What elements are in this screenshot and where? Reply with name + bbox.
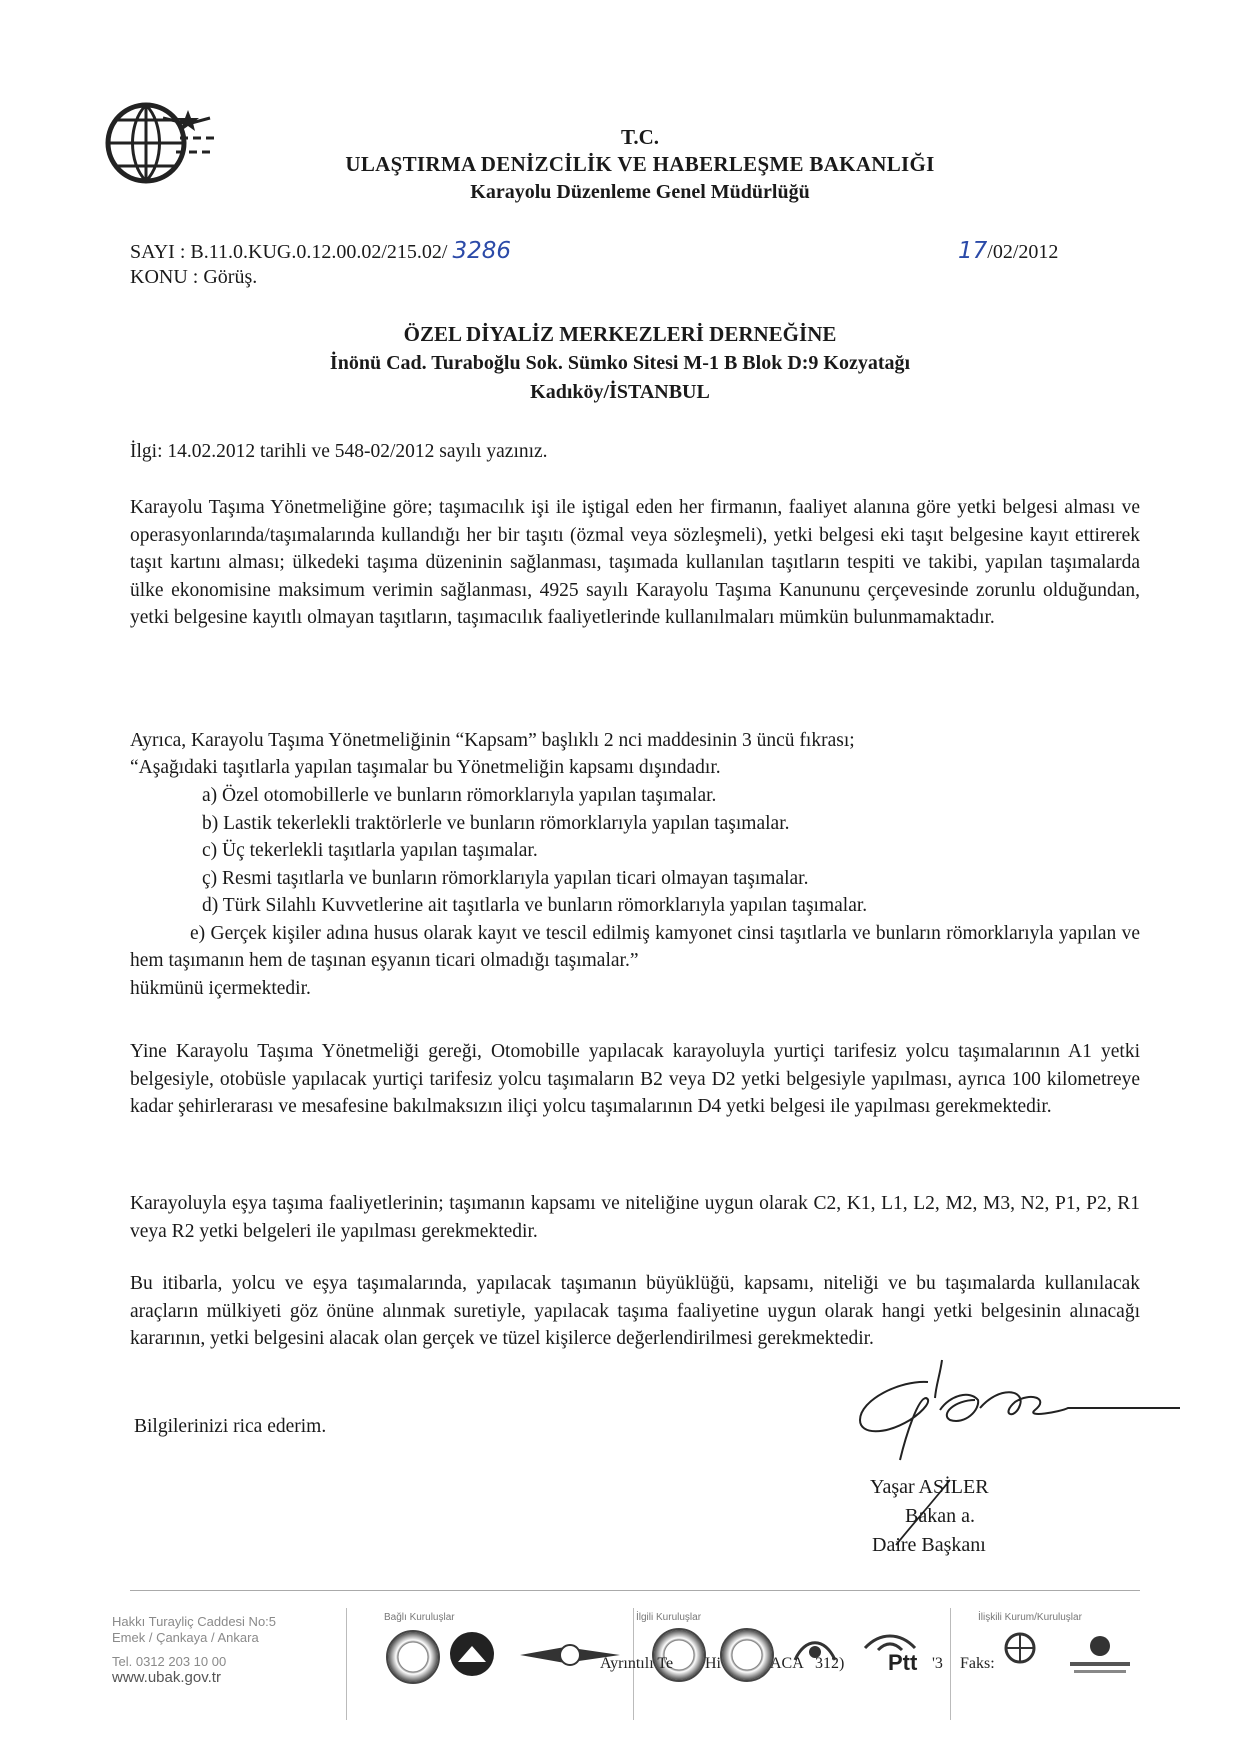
header-ministry: ULAŞTIRMA DENİZCİLİK VE HABERLEŞME BAKANLIĞI xyxy=(345,152,935,176)
fax-overlay-text-4: 312) xyxy=(815,1655,845,1672)
sayi-label: SAYI xyxy=(130,241,175,263)
list-item-closing: hükmünü içermektedir. xyxy=(130,977,311,999)
footer-phone: Tel. 0312 203 10 00 xyxy=(112,1654,227,1669)
btk-emblem-icon xyxy=(1060,1632,1140,1676)
konu-line xyxy=(130,266,257,289)
recipient-address-2: Kadıköy/İSTANBUL xyxy=(530,381,710,403)
header-republic: T.C. xyxy=(620,125,660,149)
sayi-handwritten-number: 3286 xyxy=(452,238,511,264)
footer-caption-iliskili: İlişkili Kurum/Kuruluşlar xyxy=(978,1612,1082,1623)
sayi-line xyxy=(130,238,511,264)
paragraph-2-line-2: “Aşağıdaki taşıtlarla yapılan taşımalar bu Yönetmeliğin kapsamı dışındadır. xyxy=(130,757,721,778)
date-printed: /02/2012 xyxy=(987,241,1059,263)
list-item: a) Özel otomobillerle ve bunların römorklarıyla yapılan taşımalar. xyxy=(202,785,717,806)
closing-line: Bilgilerinizi rica ederim. xyxy=(134,1416,327,1437)
konu-label: KONU xyxy=(130,266,188,288)
footer-address-line-2: Emek / Çankaya / Ankara xyxy=(112,1630,259,1645)
header-directorate: Karayolu Düzenleme Genel Müdürlüğü xyxy=(470,181,810,203)
ilgili-kurulus-seal-icon xyxy=(720,1628,774,1682)
footer-caption-ilgili: İlgili Kuruluşlar xyxy=(636,1612,702,1623)
list-item: e) Gerçek kişiler adına husus olarak kayıt ve tescil edilmiş kamyonet cinsi taşıtlarla ve bunların römorklarıyla yapılan ve hem taşımanın hem de taşınan eşyanın ticari olmadığı taşımalar.” xyxy=(130,922,1140,971)
footer-separator xyxy=(346,1608,347,1720)
paragraph-4: Karayoluyla eşya taşıma faaliyetlerinin; taşımanın kapsamı ve niteliğine uygun olarak C2, K1, L1, L2, M2, M3, N2, P1, P2, R1 veya R2 yetki belgeleri ile yapılması gerekmektedir. xyxy=(130,1193,1140,1242)
signatory-name: Yaşar ASİLER xyxy=(870,1476,989,1498)
ilgi-line: İlgi: 14.02.2012 tarihli ve 548-02/2012 sayılı yazınız. xyxy=(130,441,548,462)
signatory-title-1: Bakan a. xyxy=(905,1505,975,1527)
footer-caption-bagli: Bağlı Kuruluşlar xyxy=(384,1612,455,1623)
paragraph-5: Bu itibarla, yolcu ve eşya taşımalarında, yapılacak taşımanın büyüklüğü, kapsamı, niteliği ve bu taşımalarda kullanılacak araçların mülkiyeti göz önüne alınmak suretiyle, yapılacak taşıma faaliyetine uygun olarak hangi yetki belgesinin alınacağı kararının, yetki belgesini alacak olan gerçek ve tüzel kişilerce değerlendirilmesi gerekmektedir. xyxy=(130,1273,1140,1349)
list-item: c) Üç tekerlekli taşıtlarla yapılan taşımalar. xyxy=(202,840,538,861)
exemption-list xyxy=(130,782,1140,1002)
turksat-emblem-icon xyxy=(1000,1628,1040,1668)
fax-overlay-text-2: Hi xyxy=(705,1655,721,1672)
handwritten-signature xyxy=(840,1340,1200,1560)
date-line xyxy=(958,238,1058,264)
fax-overlay-text-5: '3 xyxy=(932,1655,943,1672)
footer-divider xyxy=(130,1590,1140,1591)
ptt-logo-text: Ptt xyxy=(888,1650,918,1675)
sayi-value: : B.11.0.KUG.0.12.00.02/215.02/ xyxy=(179,241,448,263)
kgm-emblem-icon xyxy=(386,1630,440,1684)
list-item: b) Lastik tekerlekli traktörlerle ve bunların römorklarıyla yapılan taşımalar. xyxy=(202,812,790,834)
footer-address-line-1: Hakkı Turayliç Caddesi No:5 xyxy=(112,1614,277,1629)
dhmi-emblem-icon xyxy=(450,1632,494,1676)
date-handwritten-day: 17 xyxy=(958,238,988,264)
paragraph-2-line-1: Ayrıca, Karayolu Taşıma Yönetmeliğinin “Kapsam” başlıklı 2 nci maddesinin 3 üncü fıkrası; xyxy=(130,730,855,751)
recipient-name: ÖZEL DİYALİZ MERKEZLERİ DERNEĞİNE xyxy=(403,322,837,346)
footer-website[interactable]: www.ubak.gov.tr xyxy=(112,1669,221,1686)
footer-address xyxy=(112,1614,276,1686)
footer-separator xyxy=(950,1608,951,1720)
paragraph-3: Yine Karayolu Taşıma Yönetmeliği gereği, Otomobille yapılacak karayoluyla yurtiçi tarifesiz yolcu taşımalarının A1 yetki belgesiyle, otobüsle yapılacak yurtiçi tarifesiz yolcu taşımaların B2 veya D2 yetki belgesiyle yapılması, ayrıca 100 kilometreye kadar şehirlerarası ve mesafesine bakılmaksızın iliçi yolcu taşımalarının D4 yetki belgesi ile yapılması gerekmektedir. xyxy=(130,1041,1140,1117)
recipient-address-1: İnönü Cad. Turaboğlu Sok. Sümko Sitesi M-1 B Blok D:9 Kozyatağı xyxy=(329,352,911,374)
list-item: ç) Resmi taşıtlarla ve bunların römorklarıyla yapılan ticari olmayan taşımalar. xyxy=(202,867,809,889)
fax-overlay-text-6: Faks: xyxy=(960,1655,995,1672)
signatory-title-2: Daire Başkanı xyxy=(872,1534,986,1556)
paragraph-1: Karayolu Taşıma Yönetmeliğine göre; taşımacılık işi ile iştigal eden her firmanın, faaliyet alanına göre yetki belgesi alması ve operasyonlarında/taşımalarında kullandığı her bir taşıtı (özmal veya sözleşmeli), yetki belgesi eki taşıt belgesine kayıt ettirerek taşıt kartını alması; ülkedeki taşıma düzeninin sağlanması, taşımada kullanılan taşıtların tespiti ve takibi, yapılan taşımalarda ülke ekonomisine maksimum verimin sağlanması, 4925 sayılı Karayolu Taşıma Kanununu çerçevesinde zorunlu olduğundan, yetki belgesine kayıtlı olmayan taşıtların, taşımacılık faaliyetlerinde kullanılmaları mümkün bulunmamaktadır. xyxy=(130,497,1140,628)
fax-overlay-text-1: Ayrıntılı Te xyxy=(600,1655,674,1672)
fax-overlay-text-3: ACA xyxy=(770,1655,804,1672)
konu-value: : Görüş. xyxy=(192,266,258,288)
list-item: d) Türk Silahlı Kuvvetlerine ait taşıtlarla ve bunların römorklarıyla yapılan taşımalar. xyxy=(202,895,868,916)
